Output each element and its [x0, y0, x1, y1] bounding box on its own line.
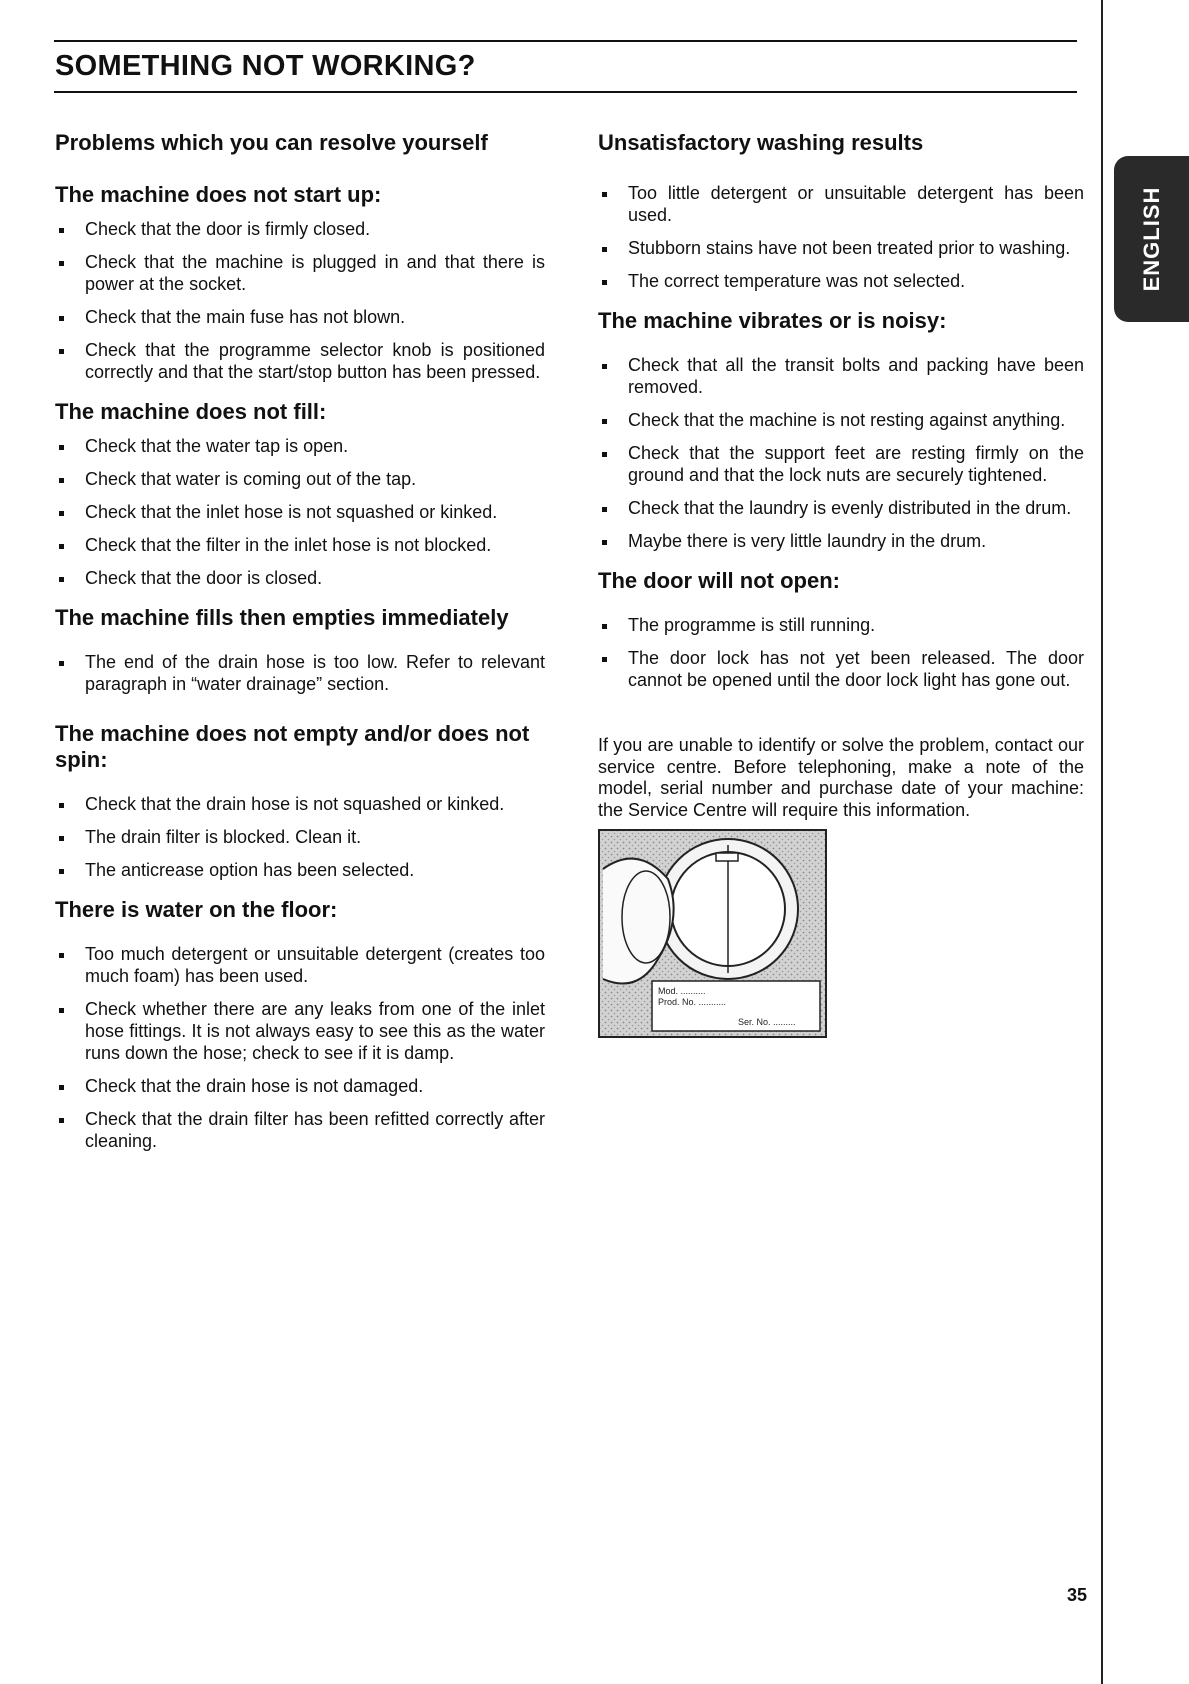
checklist: [598, 354, 1084, 552]
section-heading: The machine fills then empties immediately: [55, 605, 509, 630]
rating-plate-ser-no: Ser. No. .........: [738, 1017, 796, 1027]
washing-machine-door-drawing: [598, 829, 827, 1038]
list-item: Check that the drain hose is not damaged.: [55, 1075, 545, 1097]
checklist: [55, 793, 545, 881]
checklist: [55, 218, 545, 383]
checklist: [55, 943, 545, 1152]
section-heading: The machine does not start up:: [55, 182, 382, 207]
checklist: [55, 651, 545, 695]
spacer: [55, 641, 545, 651]
language-tab: [1114, 156, 1189, 322]
list-item: Check that all the transit bolts and packing have been removed.: [598, 354, 1084, 398]
list-item: Check that the support feet are resting firmly on the ground and that the lock nuts are securely tightened.: [598, 442, 1084, 486]
list-item: Check that the water tap is open.: [55, 435, 545, 457]
spacer: [598, 604, 1084, 614]
page-title: SOMETHING NOT WORKING?: [55, 50, 476, 82]
rating-plate-illustration: [598, 829, 827, 1038]
left-column: [55, 130, 545, 1168]
spacer: [55, 783, 545, 793]
list-item: The anticrease option has been selected.: [55, 859, 545, 881]
list-item: Check that the laundry is evenly distributed in the drum.: [598, 497, 1084, 519]
checklist: [55, 435, 545, 589]
language-tab-label: ENGLISH: [1138, 186, 1164, 292]
list-item: Check that the drain filter has been refitted correctly after cleaning.: [55, 1108, 545, 1152]
list-item: Check that the programme selector knob is positioned correctly and that the start/stop button has been pressed.: [55, 339, 545, 383]
list-item: Check that the main fuse has not blown.: [55, 306, 545, 328]
list-item: Check that the machine is plugged in and that there is power at the socket.: [55, 251, 545, 295]
list-item: Check that the door is firmly closed.: [55, 218, 545, 240]
checklist: [598, 614, 1084, 691]
list-item: Stubborn stains have not been treated prior to washing.: [598, 237, 1084, 259]
list-item: Check that the filter in the inlet hose is not blocked.: [55, 534, 545, 556]
section-heading: The machine does not empty and/or does not spin:: [55, 721, 530, 772]
checklist: [598, 182, 1084, 292]
list-item: The drain filter is blocked. Clean it.: [55, 826, 545, 848]
section-heading: There is water on the floor:: [55, 897, 338, 922]
rating-plate-prod-no: Prod. No. ...........: [658, 997, 727, 1007]
list-item: Check that water is coming out of the tap.: [55, 468, 545, 490]
list-item: The door lock has not yet been released. The door cannot be opened until the door lock light has gone out.: [598, 647, 1084, 691]
page-edge-rule: [1101, 0, 1103, 1684]
page-number: 35: [1067, 1585, 1088, 1605]
list-item: Check that the inlet hose is not squashed or kinked.: [55, 501, 545, 523]
spacer: [55, 711, 545, 721]
spacer: [598, 344, 1084, 354]
list-item: Too little detergent or unsuitable detergent has been used.: [598, 182, 1084, 226]
list-item: The end of the drain hose is too low. Refer to relevant paragraph in “water drainage” section.: [55, 651, 545, 695]
right-column: [598, 130, 1084, 1038]
list-item: The programme is still running.: [598, 614, 1084, 636]
contact-paragraph: If you are unable to identify or solve the problem, contact our service centre. Before telephoning, make a note of the model, serial number and purchase date of your machine: the Service Centre will require this information.: [598, 735, 1084, 820]
list-item: Check that the machine is not resting against anything.: [598, 409, 1084, 431]
list-item: Check whether there are any leaks from one of the inlet hose fittings. It is not always easy to see this as the water runs down the hose; check to see if it is damp.: [55, 998, 545, 1064]
section-heading: The machine vibrates or is noisy:: [598, 308, 947, 333]
left-heading: Problems which you can resolve yourself: [55, 130, 488, 155]
list-item: Check that the door is closed.: [55, 567, 545, 589]
title-top-rule: [54, 40, 1077, 42]
right-heading: Unsatisfactory washing results: [598, 130, 924, 155]
rating-plate-mod: Mod. ..........: [658, 986, 706, 996]
list-item: Maybe there is very little laundry in the drum.: [598, 530, 1084, 552]
list-item: The correct temperature was not selected.: [598, 270, 1084, 292]
list-item: Check that the drain hose is not squashed or kinked.: [55, 793, 545, 815]
title-bottom-rule: [54, 91, 1077, 93]
spacer: [55, 933, 545, 943]
section-heading: The door will not open:: [598, 568, 840, 593]
section-heading: The machine does not fill:: [55, 399, 327, 424]
list-item: Too much detergent or unsuitable detergent (creates too much foam) has been used.: [55, 943, 545, 987]
